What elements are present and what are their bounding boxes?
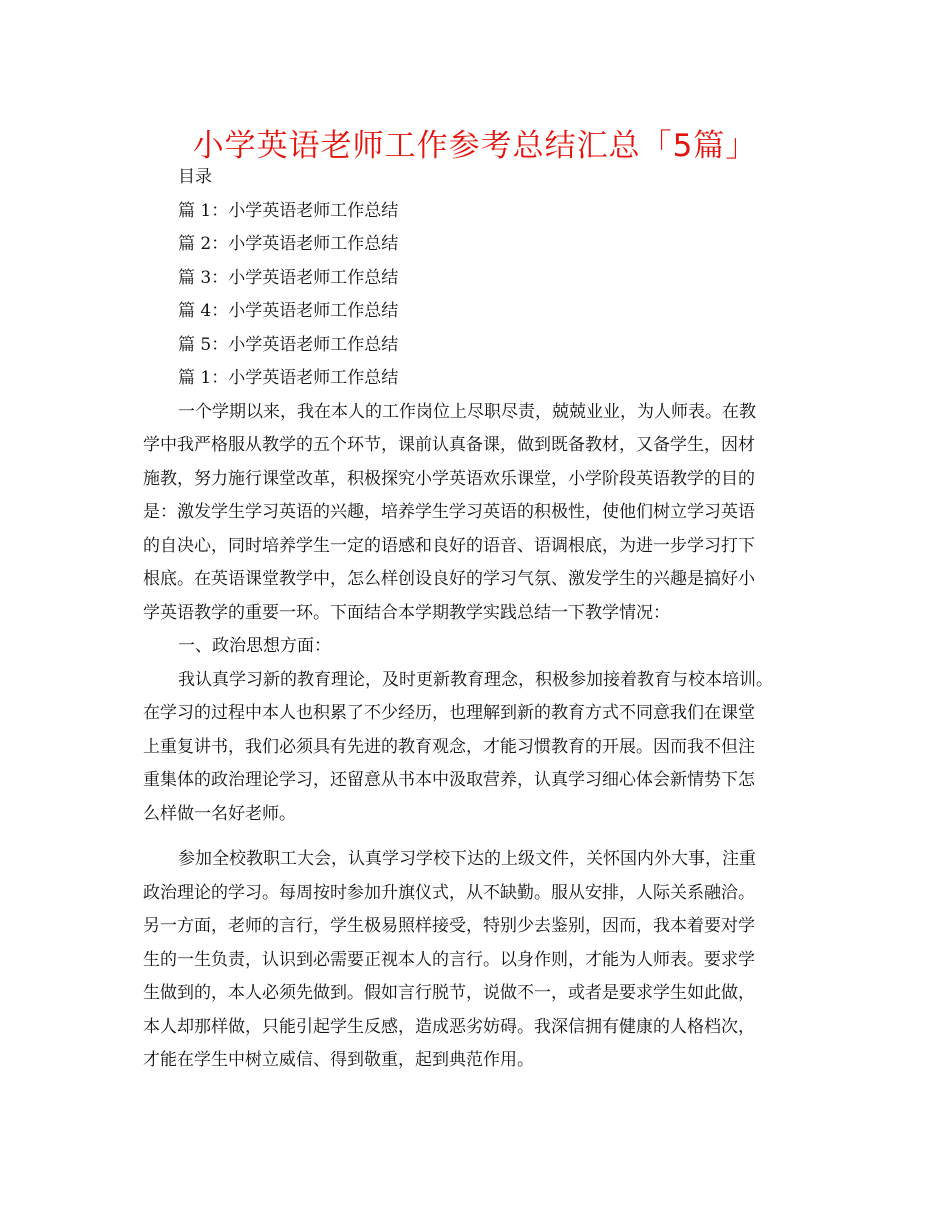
toc-item: 篇 2：小学英语老师工作总结 — [178, 234, 399, 254]
paragraph-line: 生的一生负责，认识到必需要正视本人的言行。以身作则，才能为人师表。要求学 — [143, 949, 755, 970]
toc-item: 篇 4：小学英语老师工作总结 — [178, 301, 399, 321]
paragraph-line: 在学习的过程中本人也积累了不少经历，也理解到新的教育方式不同意我们在课堂 — [143, 703, 755, 723]
paragraph-line: 参加全校教职工大会，认真学习学校下达的上级文件，关怀国内外大事，注重 — [178, 849, 756, 869]
paragraph-line: 根底。在英语课堂教学中，怎么样创设良好的学习气氛、激发学生的兴趣是搞好小 — [143, 569, 755, 589]
paragraph-line: 我认真学习新的教育理论，及时更新教育理念，积极参加接着教育与校本培训。 — [178, 669, 773, 690]
paragraph-line: 政治理论的学习。每周按时参加升旗仪式，从不缺勤。服从安排，人际关系融洽。 — [143, 882, 755, 903]
paragraph-line: 上重复讲书，我们必须具有先进的教育观念，才能习惯教育的开展。因而我不但注 — [143, 736, 755, 757]
paragraph-line: 学中我严格服从教学的五个环节，课前认真备课，做到既备教材，又备学生，因材 — [143, 435, 755, 455]
subheading-politics: 一、政治思想方面： — [178, 636, 331, 656]
paragraph-line: 的自决心，同时培养学生一定的语感和良好的语音、语调根底，为进一步学习打下 — [143, 535, 755, 556]
paragraph-line: 重集体的政治理论学习，还留意从书本中汲取营养，认真学习细心体会新情势下怎 — [143, 770, 755, 790]
toc-heading: 目录 — [178, 167, 212, 187]
paragraph-intro — [143, 396, 815, 631]
paragraph-line: 本人却那样做，只能引起学生反感，造成恶劣妨碍。我深信拥有健康的人格档次， — [143, 1016, 755, 1037]
paragraph-line: 才能在学生中树立威信、得到敬重，起到典范作用。 — [143, 1050, 534, 1070]
paragraph-line: 另一方面，老师的言行，学生极易照样接受，特别少去鉴别，因而，我本着要对学 — [143, 916, 755, 936]
paragraph-line: 学英语教学的重要一环。下面结合本学期教学实践总结一下教学情况： — [143, 602, 670, 623]
toc-item: 篇 5：小学英语老师工作总结 — [178, 334, 399, 355]
paragraph-line: 一个学期以来，我在本人的工作岗位上尽职尽责，兢兢业业，为人师表。在教 — [178, 401, 756, 422]
document-body — [143, 161, 815, 1078]
paragraph-conduct — [143, 843, 815, 1078]
paragraph-line: 么样做一名好老师。 — [143, 803, 296, 824]
toc-item: 篇 1：小学英语老师工作总结 — [178, 200, 399, 221]
paragraph-line: 施教，努力施行课堂改革，积极探究小学英语欢乐课堂，小学阶段英语教学的目的 — [143, 468, 755, 489]
document-title: 小学英语老师工作参考总结汇总「5篇」 — [192, 128, 758, 164]
paragraph-line: 是：激发学生学习英语的兴趣，培养学生学习英语的积极性，使他们树立学习英语 — [143, 502, 755, 522]
paragraph-line: 生做到的，本人必须先做到。假如言行脱节，说做不一，或者是要求学生如此做， — [143, 983, 755, 1003]
paragraph-study — [143, 664, 815, 832]
toc-item: 篇 3：小学英语老师工作总结 — [178, 267, 399, 288]
section-heading: 篇 1：小学英语老师工作总结 — [178, 368, 399, 388]
